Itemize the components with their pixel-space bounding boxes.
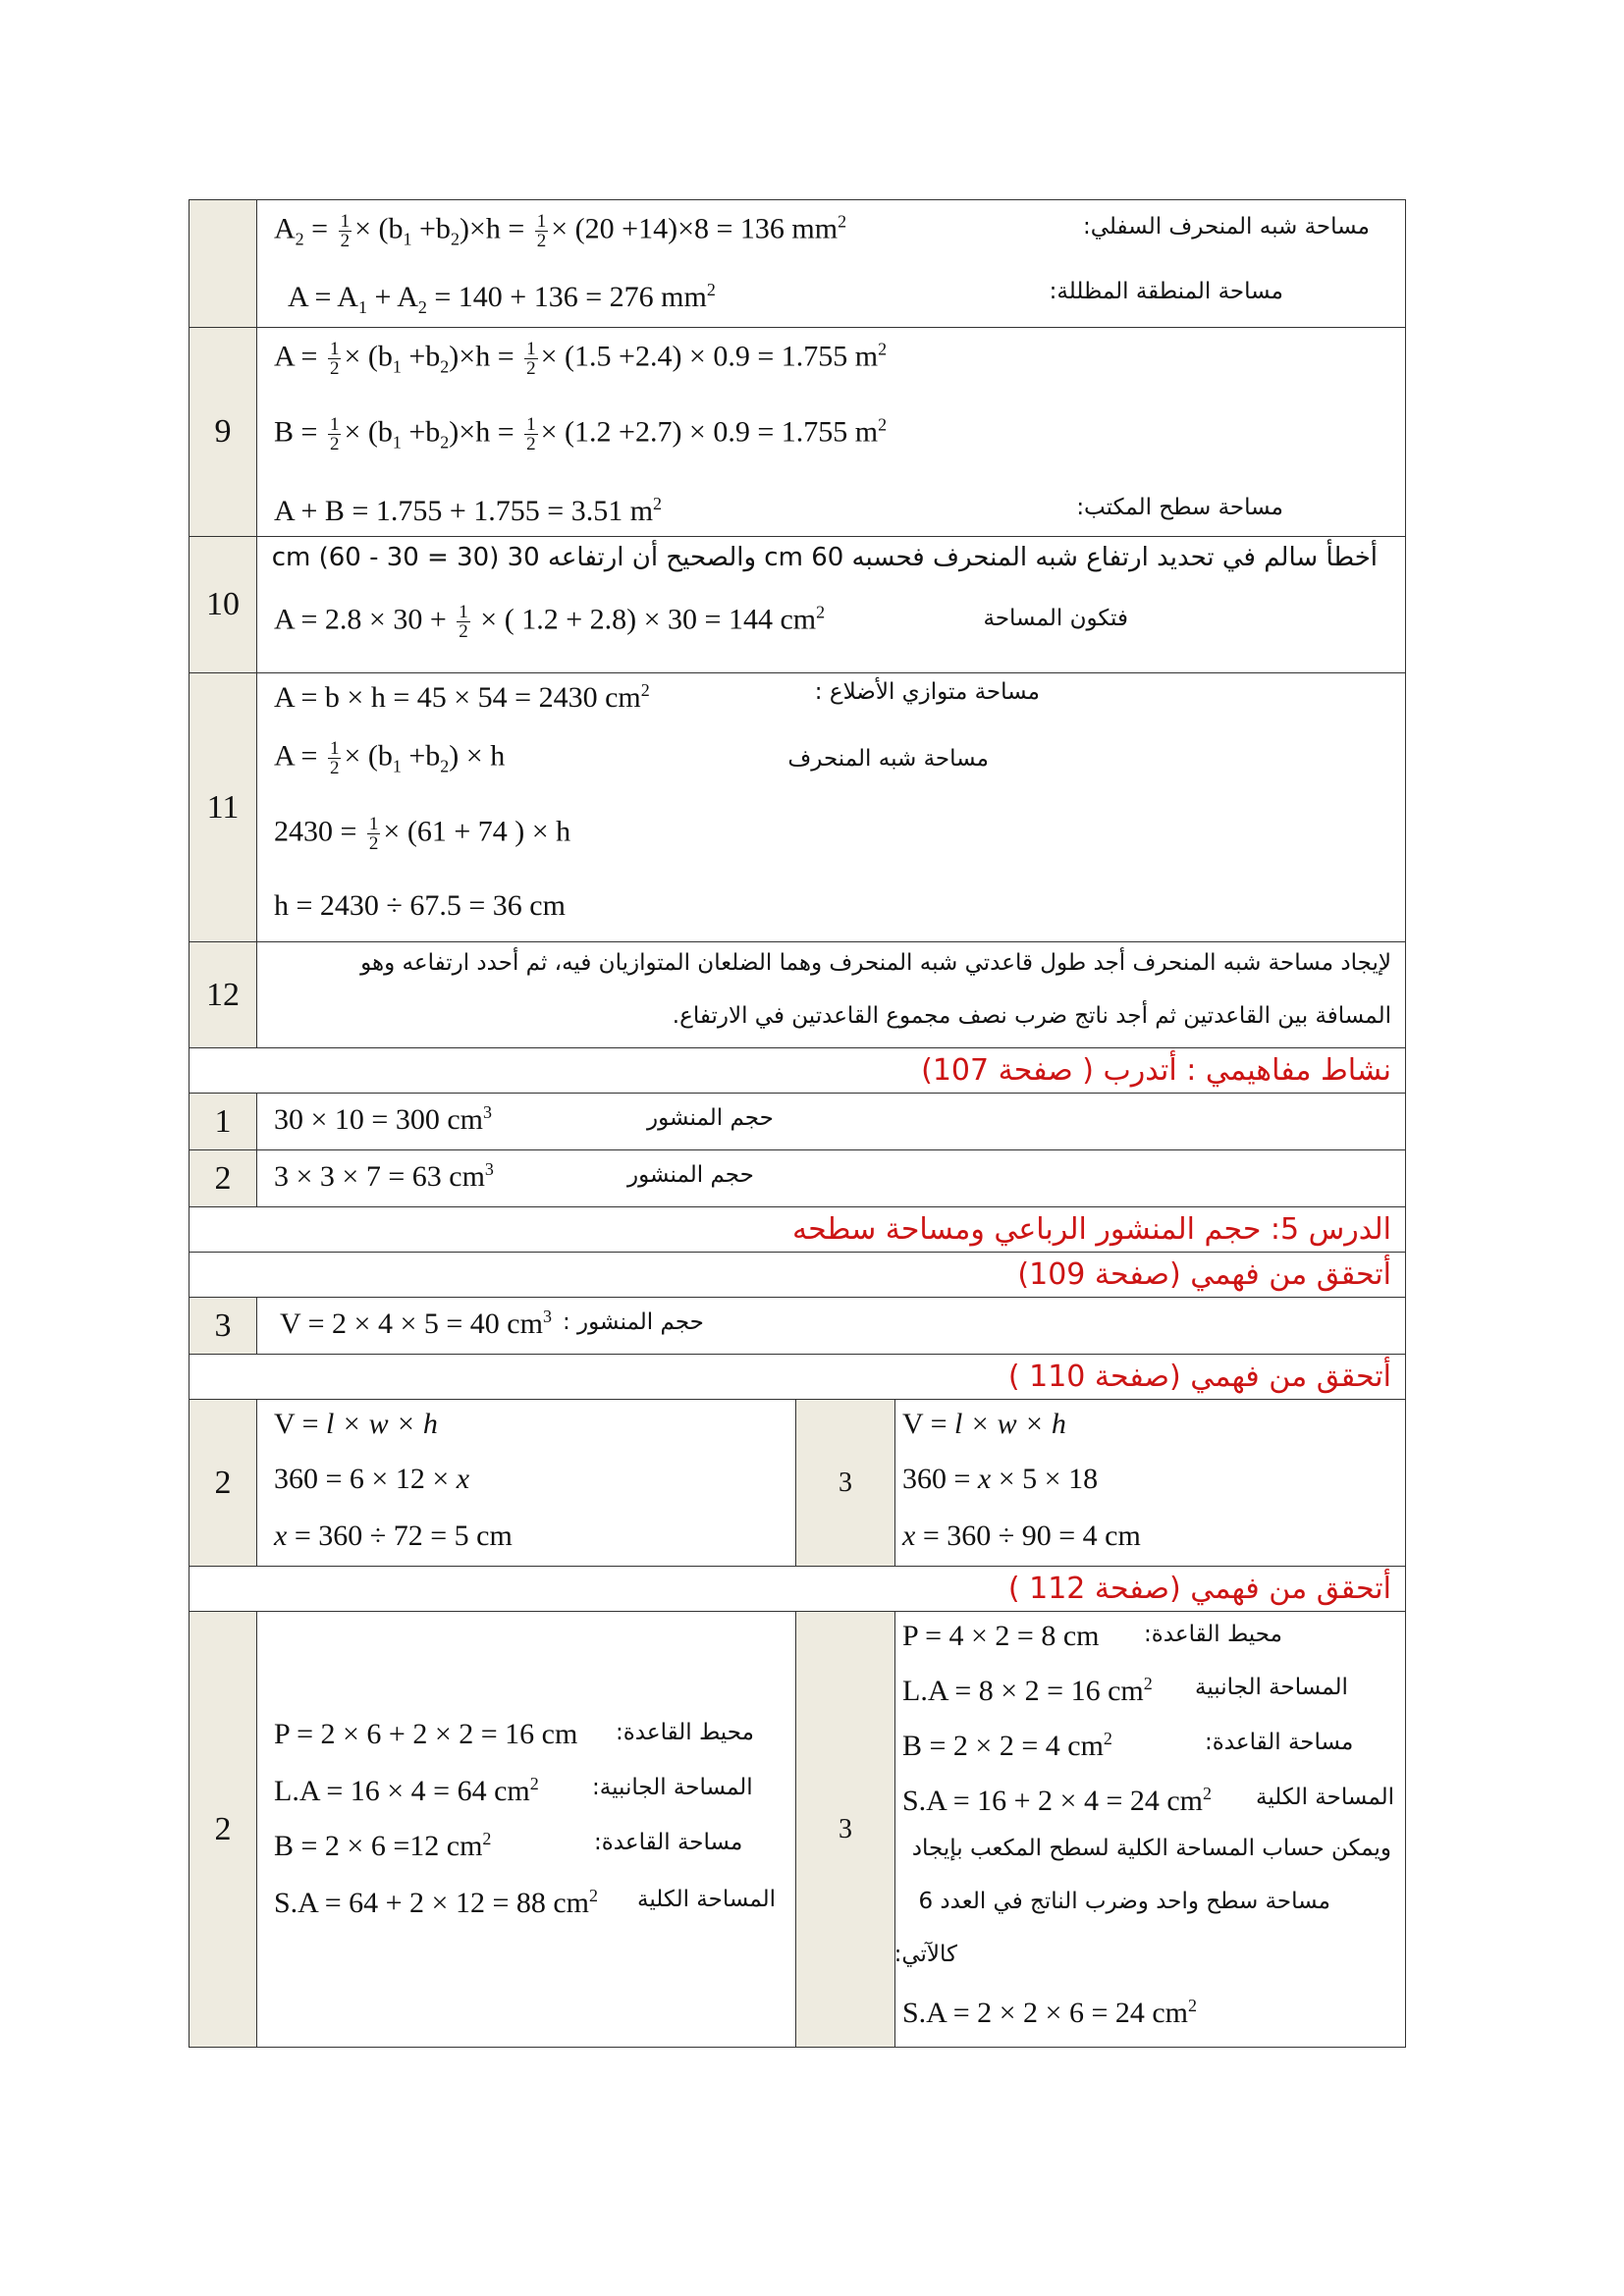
formula-a: A = $\frac{1}{2}$ × $(b_1 +b_2)\times h$ = $\frac{1}{2}$ × (1.5 +2.4) × 0.9 = 1.755 $m^2$: [274, 339, 888, 379]
answer-table: [189, 199, 1406, 2048]
row-109-3: [189, 1298, 1406, 1355]
formula-solution: x = 360 ÷ 90 = 4 cm: [902, 1520, 1141, 1552]
section-heading: أتحقق من فهمي (صفحة 110 ): [189, 1355, 1406, 1400]
surface-area-alt: S.A = 2 × 2 × 6 = 24 $cm^2$: [902, 1996, 1198, 2029]
row-number: 12: [189, 942, 257, 1047]
formula-trapezoid: A = $\frac{1}{2}$ × $(b_1 +b_2) \times h$: [274, 738, 506, 778]
perimeter-formula: P = 4 × 2 = 8 cm: [902, 1620, 1100, 1652]
row-12: [189, 942, 1406, 1048]
arabic-label: المساحة الكلية: [1256, 1785, 1395, 1810]
row-number: 3: [795, 1400, 895, 1566]
fraction: $\frac{1}{2}$: [329, 414, 340, 454]
formula-area: A = 2.8 × 30 + $\frac{1}{2}$ × ( 1.2 + 2.8) × 30 = 144 $cm^2$: [274, 602, 826, 642]
row-continuation: [189, 199, 1406, 328]
formula-solution: x = 360 ÷ 72 = 5 cm: [274, 1520, 513, 1552]
fraction: $\frac{1}{2}$: [340, 211, 351, 251]
arabic-label: المساحة الجانبية:: [592, 1775, 753, 1800]
arabic-label: المساحة الكلية: [637, 1887, 777, 1912]
surface-area-formula: S.A = 64 + 2 × 12 = 88 $cm^2$: [274, 1886, 599, 1919]
formula-substitution: 2430 = $\frac{1}{2}$ × (61 + 74 ) × h: [274, 814, 571, 854]
row-10: [189, 537, 1406, 673]
arabic-text: مساحة سطح واحد وضرب الناتج في العدد 6: [918, 1889, 1330, 1914]
arabic-text: ويمكن حساب المساحة الكلية لسطح المكعب بإيجاد: [911, 1836, 1391, 1861]
section-heading: أتحقق من فهمي (صفحة 109): [189, 1253, 1406, 1298]
row-number: 3: [189, 1298, 257, 1354]
fraction: $\frac{1}{2}$: [368, 814, 379, 854]
formula-volume: V = l × w × h: [902, 1408, 1066, 1440]
row-number: 9: [189, 328, 257, 536]
formula-sum: A + B = 1.755 + 1.755 = 3.51 $m^2$: [274, 494, 663, 527]
arabic-text: المسافة بين القاعدتين ثم أجد ناتج ضرب نصف مجموع القاعدتين في الارتفاع.: [672, 1003, 1391, 1029]
row-number: 11: [189, 673, 257, 941]
row-9: [189, 328, 1406, 537]
section-heading: أتحقق من فهمي (صفحة 112 ): [189, 1567, 1406, 1612]
row-107-2: [189, 1150, 1406, 1207]
fraction: $\frac{1}{2}$: [526, 414, 536, 454]
row-112: [189, 1612, 1406, 2048]
fraction: $\frac{1}{2}$: [329, 738, 340, 778]
arabic-label: مساحة القاعدة:: [594, 1830, 743, 1855]
arabic-label: مساحة شبه المنحرف: [787, 746, 989, 772]
formula-a2: $A_2$ = $\frac{1}{2}$ × $(b_1 +b_2)\times h$ = $\frac{1}{2}$ × (20 +14)×8 = 136 $mm^2$: [274, 211, 847, 251]
fraction: $\frac{1}{2}$: [329, 339, 340, 379]
formula-volume: 3 × 3 × 7 = 63 $cm^3$: [274, 1159, 494, 1193]
surface-area-formula: S.A = 16 + 2 × 4 = 24 $cm^2$: [902, 1784, 1213, 1817]
fraction: $\frac{1}{2}$: [526, 339, 536, 379]
row-107-1: [189, 1094, 1406, 1150]
formula-substitution: 360 = 6 × 12 × x: [274, 1463, 470, 1495]
arabic-text: لإيجاد مساحة شبه المنحرف أجد طول قاعدتي شبه المنحرف وهما الضلعان المتوازيان فيه، ثم أحدد ارتفاعه وهو: [360, 950, 1391, 976]
row-number: 10: [189, 537, 257, 672]
row-number-cell: [189, 200, 257, 327]
row-110: [189, 1400, 1406, 1567]
fraction: $\frac{1}{2}$: [459, 602, 468, 642]
row-number: 2: [189, 1400, 257, 1566]
lateral-area-formula: L.A = 8 × 2 = 16 $cm^2$: [902, 1674, 1153, 1707]
row-number: 2: [189, 1150, 257, 1206]
arabic-label: حجم المنشور :: [563, 1309, 704, 1335]
arabic-text: كالآتي:: [893, 1942, 957, 1967]
row-number: 2: [189, 1612, 257, 2047]
formula-substitution: 360 = x × 5 × 18: [902, 1463, 1099, 1495]
row-number: 3: [795, 1612, 895, 2047]
arabic-label: مساحة متوازي الأضلاع :: [814, 679, 1040, 705]
fraction: $\frac{1}{2}$: [536, 211, 547, 251]
arabic-label: مساحة المنطقة المظللة:: [1049, 279, 1283, 304]
arabic-label: محيط القاعدة:: [1144, 1622, 1282, 1647]
arabic-text: أخطأ سالم في تحديد ارتفاع شبه المنحرف فحسبه 60 cm والصحيح أن ارتفاعه 30 cm (60 - 30 = 30): [271, 543, 1378, 572]
arabic-label: المساحة الجانبية: [1195, 1675, 1348, 1700]
arabic-label: حجم المنشور: [627, 1162, 754, 1188]
row-11: [189, 673, 1406, 942]
formula-parallelogram: A = b × h = 45 × 54 = 2430 $cm^2$: [274, 680, 650, 714]
arabic-label: مساحة شبه المنحرف السفلي:: [1083, 214, 1370, 240]
perimeter-formula: P = 2 × 6 + 2 × 2 = 16 cm: [274, 1718, 578, 1750]
formula-total: $A = A_1 + A_2 = 140 + 136 = 276$ $mm^2$: [288, 280, 716, 317]
formula-volume: V = 2 × 4 × 5 = 40 $cm^3$: [280, 1307, 552, 1340]
base-area-formula: B = 2 × 2 = 4 $cm^2$: [902, 1729, 1112, 1762]
lesson-heading: الدرس 5: حجم المنشور الرباعي ومساحة سطحه: [189, 1207, 1406, 1253]
arabic-label: حجم المنشور: [647, 1105, 774, 1131]
formula-volume: V = l × w × h: [274, 1408, 438, 1440]
arabic-label: فتكون المساحة: [983, 606, 1128, 631]
base-area-formula: B = 2 × 6 =12 $cm^2$: [274, 1829, 492, 1862]
section-heading: نشاط مفاهيمي : أتدرب ( صفحة 107): [189, 1048, 1406, 1094]
row-number: 1: [189, 1094, 257, 1149]
formula-b: B = $\frac{1}{2}$ × $(b_1 +b_2)\times h$ = $\frac{1}{2}$ × (1.2 +2.7) × 0.9 = 1.755 $m^2$: [274, 414, 888, 454]
formula-volume: 30 × 10 = 300 $cm^3$: [274, 1102, 492, 1136]
arabic-label: مساحة القاعدة:: [1205, 1730, 1354, 1755]
arabic-label: مساحة سطح المكتب:: [1076, 495, 1283, 520]
formula-height: h = 2430 ÷ 67.5 = 36 cm: [274, 889, 566, 922]
arabic-label: محيط القاعدة:: [616, 1720, 754, 1745]
lateral-area-formula: L.A = 16 × 4 = 64 $cm^2$: [274, 1774, 539, 1807]
